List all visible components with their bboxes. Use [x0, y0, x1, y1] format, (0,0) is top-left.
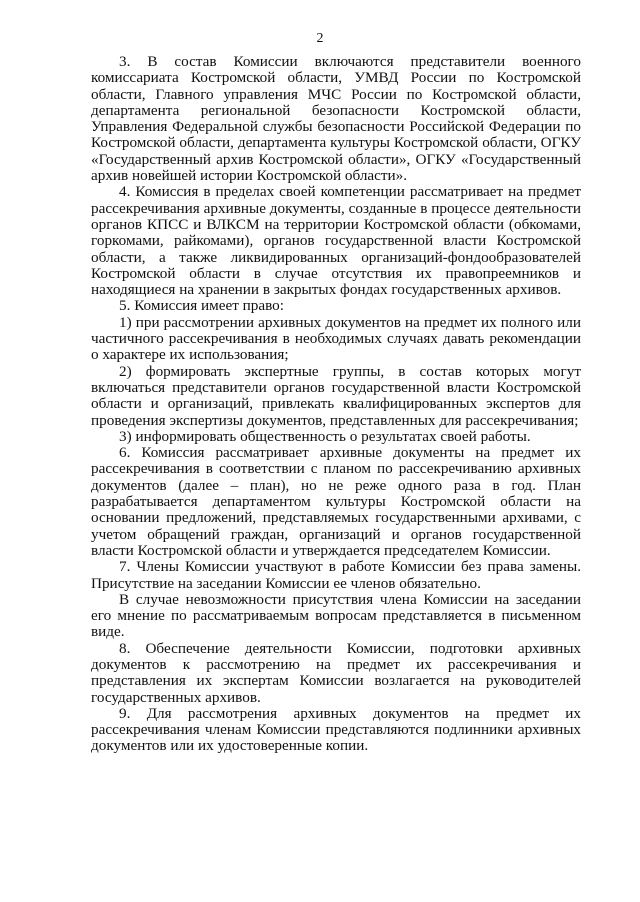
paragraph-members-participation: 7. Члены Комиссии участвуют в работе Комиссии без права замены. Присутствие на заседании Комиссии ее членов обязательно. — [91, 558, 581, 592]
page-number: 2 — [316, 31, 324, 46]
paragraph-commission-composition: 3. В состав Комиссии включаются представители военного комиссариата Костромской области, УМВД России по Костромской области, Главного управления МЧС России по Костромской области, департамента региональной безопасности Костромской области, Управления Федеральной службы безопасности Российской Федерации по Костромской области, департамента культуры Костромской области, ОГКУ «Государственный архив Костромской области», ОГКУ «Государственный архив новейшей истории Костромской области». — [91, 53, 581, 185]
paragraph-support: 8. Обеспечение деятельности Комиссии, подготовки архивных документов к рассмотрению на предмет их рассекречивания и представления их экспертам Комиссии возлагается на руководителей государственных архивов. — [91, 639, 581, 706]
paragraph-right-2: 2) формировать экспертные группы, в состав которых могут включаться представители органов государственной власти Костромской области и организаций, привлекать квалифицированных экспертов для проведения экспертизы документов, представленных для рассекречивания; — [91, 362, 581, 429]
paragraph-commission-competence: 4. Комиссия в пределах своей компетенции рассматривает на предмет рассекречивания архивные документы, созданные в процессе деятельности органов КПСС и ВЛКСМ на территории Костромской области (обкомами, горкомами, райкомами), органов государственной власти Костромской области, а также ликвидированных организаций-фондообразователей Костромской области в случае отсутствия их правопреемников и находящиеся на хранении в закрытых фондах государственных архивов. — [91, 183, 581, 299]
paragraph-absence: В случае невозможности присутствия члена Комиссии на заседании его мнение по рассматриваемым вопросам представляется в письменном виде. — [91, 590, 581, 641]
document-body — [91, 54, 581, 755]
paragraph-plan: 6. Комиссия рассматривает архивные документы на предмет их рассекречивания в соответствии с планом по рассекречиванию архивных документов (далее – план), но не реже одного раза в год. План разрабатывается департаментом культуры Костромской области на основании предложений, представляемых государственными архивами, с учетом обращений граждан, организаций и органов государственной власти Костромской области и утверждается председателем Комиссии. — [91, 444, 581, 559]
paragraph-documents-review: 9. Для рассмотрения архивных документов на предмет их рассекречивания членам Комиссии представляются подлинники архивных документов или их удостоверенные копии. — [91, 704, 581, 755]
paragraph-commission-rights: 5. Комиссия имеет право: — [119, 297, 284, 315]
paragraph-right-1: 1) при рассмотрении архивных документов на предмет их полного или частичного рассекречивания в необходимых случаях давать рекомендации о характере их использования; — [91, 313, 581, 364]
paragraph-right-3: 3) информировать общественность о результатах своей работы. — [119, 427, 531, 445]
